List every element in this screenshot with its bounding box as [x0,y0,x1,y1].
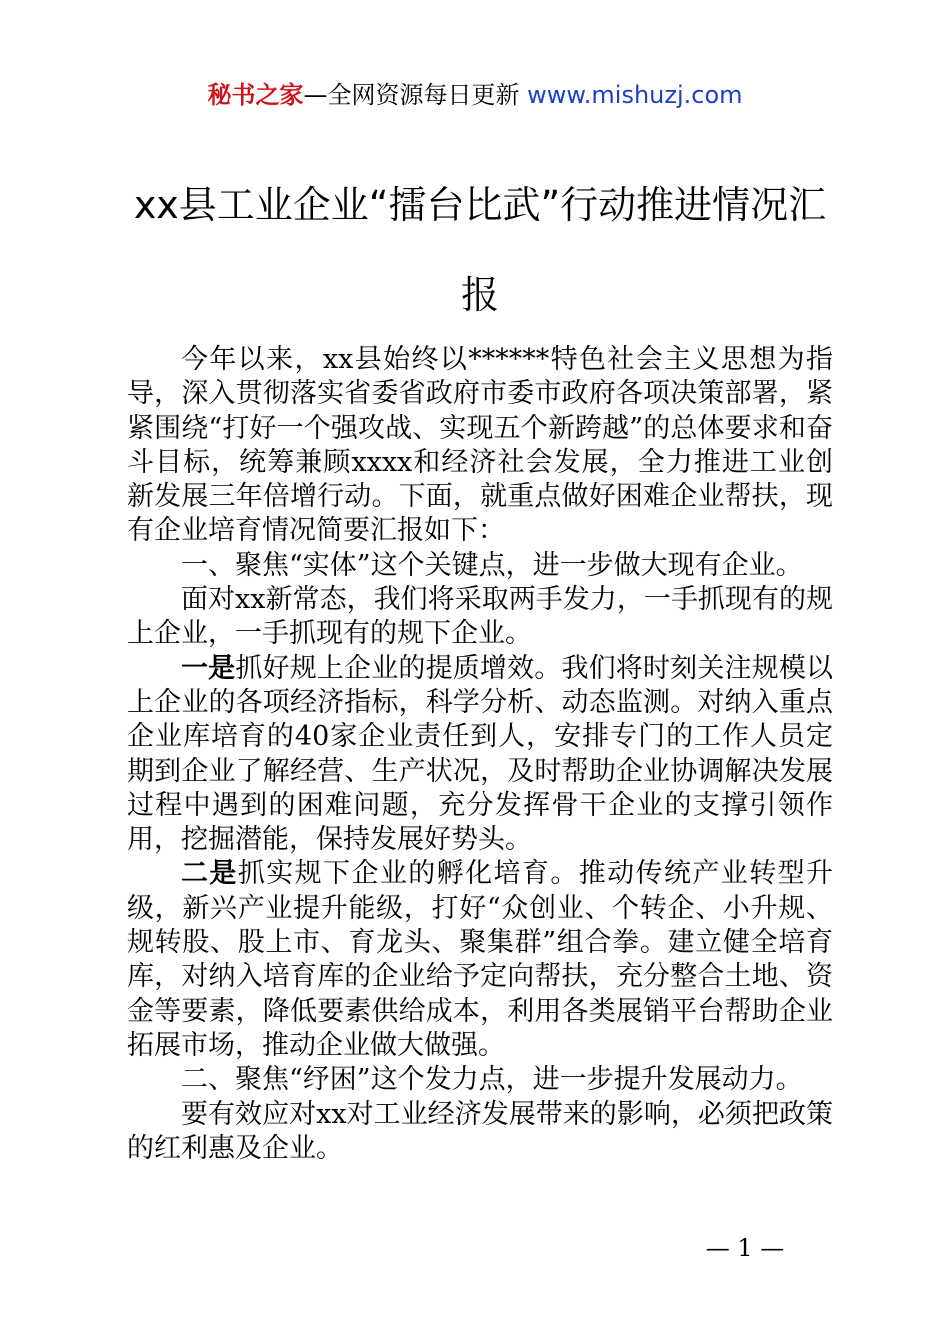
point-2-text: 抓实规下企业的孵化培育。推动传统产业转型升级，新兴产业提升能级，打好“众创业、个转企、小升规、规转股、股上市、育龙头、聚集群”组合拳。建立健全培育库，对纳入培育库的企业给予定向帮扶，充分整合土地、资金等要素，降低要素供给成本，利用各类展销平台帮助企业拓展市场，推动企业做大做强。 [127,858,834,1061]
point-1-lead: 一是 [181,652,236,684]
point-2-lead: 二是 [181,858,238,890]
document-title: xx县工业企业“擂台比武”行动推进情况汇报 [133,183,827,317]
document-body [127,343,833,1166]
point-1-paragraph [127,652,833,858]
section-heading-1: 一、聚焦“实体”这个关键点，进一步做大现有企业。 [181,549,803,581]
section-heading-2: 二、聚焦“纾困”这个发力点，进一步提升发展动力。 [181,1064,803,1096]
point-2-paragraph [127,857,833,1063]
site-header [0,78,950,112]
intro-paragraph: 今年以来，xx县始终以******特色社会主义思想为指导，深入贯彻落实省委省政府市委市政府各项决策部署，紧紧围绕“打好一个强攻战、实现五个新跨越”的总体要求和奋斗目标，统筹兼顾xxxx和经济社会发展，全力推进工业创新发展三年倍增行动。下面，就重点做好困难企业帮扶，现有企业培育情况简要汇报如下： [127,344,833,547]
point-1-text: 抓好规上企业的提质增效。我们将时刻关注规模以上企业的各项经济指标，科学分析、动态监测。对纳入重点企业库培育的40家企业责任到人，安排专门的工作人员定期到企业了解经营、生产状况，及时帮助企业协调解决发展过程中遇到的困难问题，充分发挥骨干企业的支撑引领作用，挖掘潜能，保持发展好势头。 [127,652,834,856]
section-1-paragraph: 面对xx新常态，我们将采取两手发力，一手抓现有的规上企业，一手抓现有的规下企业。 [127,584,833,650]
section-2-paragraph: 要有效应对xx对工业经济发展带来的影响，必须把政策的红利惠及企业。 [127,1098,833,1164]
site-tagline: —全网资源每日更新 [303,81,528,109]
site-url-link[interactable]: www.mishuzj.com [527,81,743,109]
page-number: — 1 — [705,1234,785,1262]
site-brand: 秘书之家 [207,81,304,109]
